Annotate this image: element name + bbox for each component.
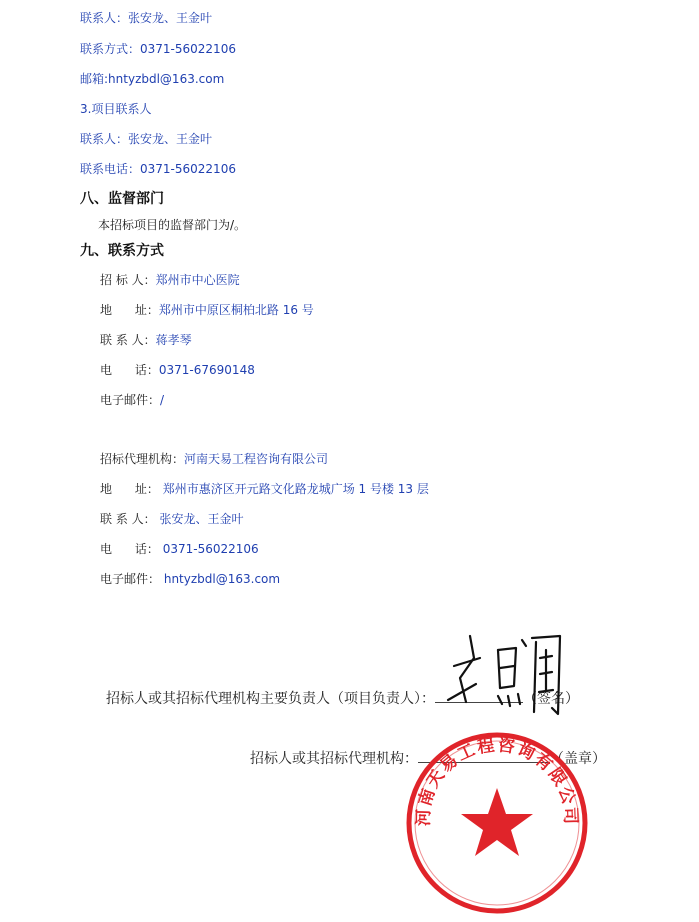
tenderer-phone-label: 电 话： <box>100 363 159 377</box>
seal-text: 河南天易工程咨询有限公司 <box>413 735 581 827</box>
tenderer-address-value: 郑州市中原区桐柏北路 16 号 <box>158 303 314 317</box>
section9-title: 九、联系方式 <box>80 243 164 259</box>
tenderer-phone-line <box>100 362 255 378</box>
agency-email2-value: hntyzbdl@163.com <box>163 572 281 586</box>
tenderer-contact-value: 蒋孝琴 <box>155 333 192 347</box>
tenderer-name-value: 郑州市中心医院 <box>155 273 240 287</box>
signature-person-label: 招标人或其招标代理机构主要负责人（项目负责人）： <box>106 691 435 707</box>
signature-org-suffix: （盖章） <box>550 751 606 767</box>
section8-title: 八、监督部门 <box>80 191 164 207</box>
company-seal <box>402 728 592 918</box>
agency-contact2-label: 联 系 人： <box>100 512 156 526</box>
agency-address-line <box>100 481 429 497</box>
agency-email-label: 邮箱: <box>80 72 109 86</box>
agency-contact2-value: 张安龙、王金叶 <box>159 512 244 526</box>
tenderer-contact-line <box>100 332 192 348</box>
signature-org-label: 招标人或其招标代理机构： <box>250 751 418 767</box>
project-contact-label: 联系人： <box>80 132 129 146</box>
agency-phone-line <box>100 541 259 557</box>
tenderer-phone-value: 0371-67690148 <box>158 363 255 377</box>
project-contact-line <box>80 131 212 147</box>
tenderer-contact-label: 联 系 人： <box>100 333 156 347</box>
agency-email2-line <box>100 571 280 587</box>
agency-contact-label: 联系人： <box>80 11 129 25</box>
section8-body: 本招标项目的监督部门为/。 <box>98 218 247 232</box>
agency-phone-label: 电 话： <box>100 542 159 556</box>
agency-email-value: hntyzbdl@163.com <box>108 72 225 86</box>
agency-method-label: 联系方式： <box>80 42 141 56</box>
agency-phone-value: 0371-56022106 <box>162 542 259 556</box>
signature-person-suffix: （签名） <box>523 691 579 707</box>
tenderer-address-label: 地 址： <box>100 303 159 317</box>
agency-contact2-line <box>100 511 243 527</box>
agency-method-value: 0371-56022106 <box>140 42 236 56</box>
project-contact-value: 张安龙、王金叶 <box>128 132 213 146</box>
agency-email-line <box>80 71 224 87</box>
agency-address-label: 地 址： <box>100 482 159 496</box>
tenderer-email-label: 电子邮件： <box>100 393 161 407</box>
tenderer-email-value: / <box>160 393 165 407</box>
agency-name-label: 招标代理机构： <box>100 452 185 466</box>
tenderer-name-line <box>100 272 240 288</box>
seal-star-icon <box>461 788 533 856</box>
agency-contact-line <box>80 10 212 26</box>
tenderer-address-line <box>100 302 314 318</box>
project-phone-line <box>80 161 236 177</box>
agency-name-value: 河南天易工程咨询有限公司 <box>184 452 329 466</box>
project-phone-value: 0371-56022106 <box>140 162 236 176</box>
agency-contact-value: 张安龙、王金叶 <box>128 11 213 25</box>
agency-address-value: 郑州市惠济区开元路文化路龙城广场 1 号楼 13 层 <box>162 482 429 496</box>
agency-email2-label: 电子邮件： <box>100 572 161 586</box>
handwritten-signature <box>440 628 580 728</box>
tenderer-email-line <box>100 392 164 408</box>
agency-name-line <box>100 451 328 467</box>
project-contact-title: 3.项目联系人 <box>80 102 152 116</box>
project-phone-label: 联系电话： <box>80 162 141 176</box>
agency-method-line <box>80 41 236 57</box>
tenderer-name-label: 招 标 人： <box>100 273 156 287</box>
